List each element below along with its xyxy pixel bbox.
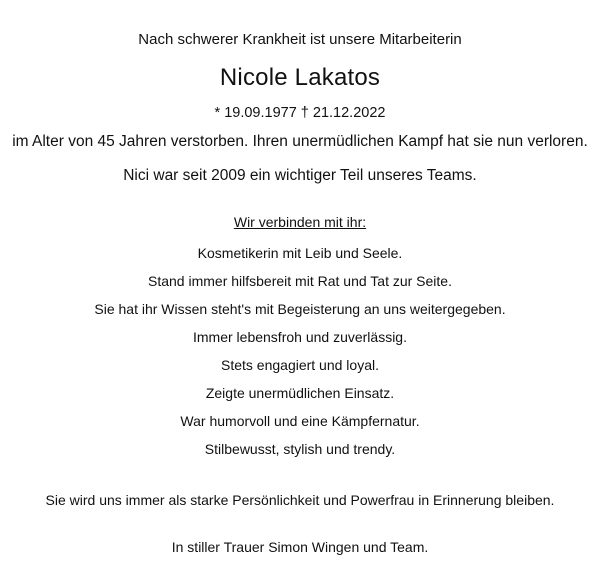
quality-item: Sie hat ihr Wissen steht's mit Begeisterung an uns weitergegeben. — [94, 301, 506, 317]
quality-item: Stilbewusst, stylish und trendy. — [204, 441, 396, 457]
life-dates: * 19.09.1977 † 21.12.2022 — [214, 105, 386, 121]
deceased-name: Nicole Lakatos — [219, 64, 381, 91]
quality-item: War humorvoll und eine Kämpfernatur. — [180, 413, 420, 429]
quality-item: Stand immer hilfsbereit mit Rat und Tat zur Seite. — [148, 273, 452, 289]
quality-item: Immer lebensfroh und zuverlässig. — [193, 329, 407, 345]
closing-statement: Sie wird uns immer als starke Persönlichkeit und Powerfrau in Erinnerung bleiben. — [45, 492, 555, 508]
team-statement: Nici war seit 2009 ein wichtiger Teil unseres Teams. — [123, 167, 477, 184]
quality-item: Stets engagiert und loyal. — [221, 357, 379, 373]
quality-item: Zeigte unermüdlichen Einsatz. — [205, 385, 395, 401]
intro-text: Nach schwerer Krankheit ist unsere Mitarbeiterin — [138, 31, 462, 48]
quality-item: Kosmetikerin mit Leib und Seele. — [197, 245, 403, 261]
qualities-heading: Wir verbinden mit ihr: — [233, 214, 367, 230]
death-statement: im Alter von 45 Jahren verstorben. Ihren unermüdlichen Kampf hat sie nun verloren. — [12, 133, 588, 150]
signature-line: In stiller Trauer Simon Wingen und Team. — [171, 539, 429, 555]
